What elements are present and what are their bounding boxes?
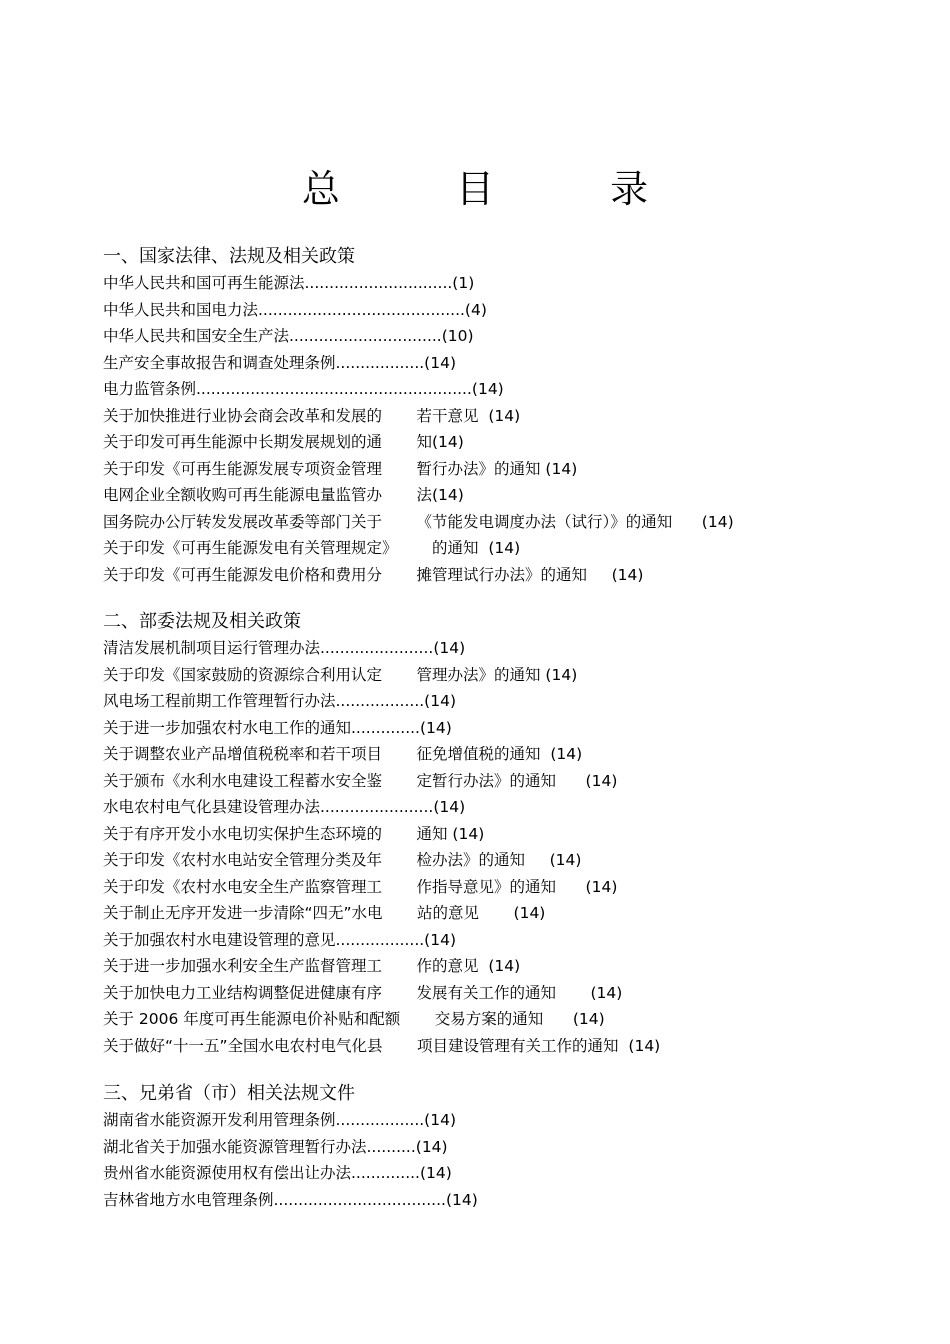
section-provincial-regulations — [103, 1081, 863, 1213]
toc-entry[interactable]: 关于进一步加强农村水电工作的通知..............(14) — [103, 718, 452, 737]
section-heading: 二、部委法规及相关政策 — [103, 611, 301, 632]
toc-entry[interactable]: 关于印发《农村水电安全生产监察管理工 作指导意见》的通知 (14) — [103, 877, 618, 896]
toc-entry[interactable]: 关于印发《农村水电站安全管理分类及年 检办法》的通知 (14) — [103, 851, 582, 869]
section-heading: 三、兄弟省（市）相关法规文件 — [103, 1083, 355, 1104]
toc-entry[interactable]: 中华人民共和国可再生能源法..............................(1) — [103, 274, 475, 292]
toc-entry[interactable]: 贵州省水能资源使用权有偿出让办法..............(14) — [103, 1164, 452, 1182]
toc-entry[interactable]: 关于印发《可再生能源发电有关管理规定》 的通知 (14) — [103, 539, 521, 557]
section-national-laws — [103, 244, 863, 588]
toc-entry[interactable]: 关于有序开发小水电切实保护生态环境的 通知 (14) — [103, 824, 485, 843]
toc-entry[interactable]: 关于加强农村水电建设管理的意见..................(14) — [103, 930, 457, 949]
toc-entry[interactable]: 水电农村电气化县建设管理办法.......................(14) — [103, 798, 466, 816]
toc-entry[interactable]: 中华人民共和国电力法..........................................(4) — [103, 300, 487, 319]
toc-entry[interactable]: 关于加快推进行业协会商会改革和发展的 若干意见 (14) — [103, 406, 521, 425]
page-title: 总 目 录 — [301, 167, 701, 211]
toc-entry[interactable]: 国务院办公厅转发发展改革委等部门关于 《节能发电调度办法（试行）》的通知 (14) — [103, 512, 734, 531]
toc-entry[interactable]: 生产安全事故报告和调查处理条例..................(14) — [103, 353, 457, 372]
toc-entry[interactable]: 电力监管条例........................................................(14) — [103, 380, 504, 398]
toc-entry[interactable]: 清洁发展机制项目运行管理办法.......................(14) — [103, 639, 466, 657]
section-heading: 一、国家法律、法规及相关政策 — [103, 246, 355, 267]
toc-entry[interactable]: 关于印发《国家鼓励的资源综合利用认定 管理办法》的通知 (14) — [103, 665, 578, 684]
toc-entry[interactable]: 关于进一步加强水利安全生产监督管理工 作的意见 (14) — [103, 957, 521, 975]
toc-entry[interactable]: 电网企业全额收购可再生能源电量监管办 法(14) — [103, 486, 464, 504]
toc-entry[interactable]: 吉林省地方水电管理条例...................................(14) — [103, 1190, 478, 1209]
toc-entry[interactable]: 风电场工程前期工作管理暂行办法..................(14) — [103, 692, 457, 710]
toc-entry[interactable]: 关于做好“十一五”全国水电农村电气化县 项目建设管理有关工作的通知 (14) — [103, 1036, 661, 1055]
toc-entry[interactable]: 关于制止无序开发进一步清除“四无”水电 站的意见 (14) — [103, 904, 546, 922]
toc-entry[interactable]: 关于印发《可再生能源发电价格和费用分 摊管理试行办法》的通知 (14) — [103, 565, 644, 584]
toc-entry[interactable]: 关于印发可再生能源中长期发展规划的通 知(14) — [103, 433, 464, 451]
toc-entry[interactable]: 湖南省水能资源开发利用管理条例..................(14) — [103, 1111, 457, 1129]
toc-entry[interactable]: 关于颁布《水利水电建设工程蓄水安全鉴 定暂行办法》的通知 (14) — [103, 771, 618, 790]
toc-entry[interactable]: 中华人民共和国安全生产法...............................(10) — [103, 327, 474, 345]
toc-entry[interactable]: 关于加快电力工业结构调整促进健康有序 发展有关工作的通知 (14) — [103, 983, 623, 1002]
toc-entry[interactable]: 湖北省关于加强水能资源管理暂行办法..........(14) — [103, 1137, 448, 1156]
toc-entry[interactable]: 关于 2006 年度可再生能源电价补贴和配额 交易方案的通知 (14) — [103, 1010, 605, 1028]
toc-entry[interactable]: 关于调整农业产品增值税税率和若干项目 征免增值税的通知 (14) — [103, 745, 583, 763]
toc-entry[interactable]: 关于印发《可再生能源发展专项资金管理 暂行办法》的通知 (14) — [103, 459, 578, 478]
section-ministry-regulations — [103, 609, 863, 1059]
